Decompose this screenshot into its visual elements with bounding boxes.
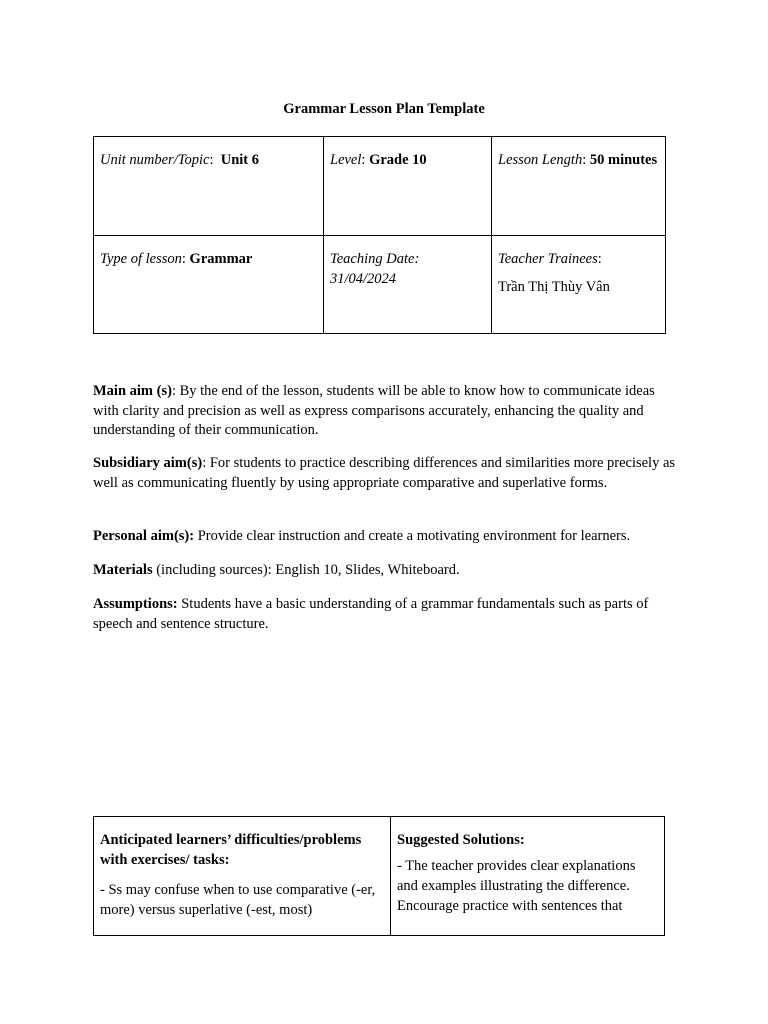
trainees-cell: Teacher Trainees: Trần Thị Thùy Vân [492,236,666,334]
solutions-header: Suggested Solutions: [397,832,525,848]
length-label: Lesson Length [498,152,583,168]
subsidiary-aim: Subsidiary aim(s): For students to practice describing differences and similarities more precisely as well as communicating fluently by using appropriate comparative and superlative forms. [93,455,676,491]
assumptions [93,595,678,634]
subsidiary-aim-label: Subsidiary aim(s) [93,455,203,471]
assumptions-text: Students have a basic understanding of a grammar fundamentals such as parts of speech and sentence structure. [93,596,649,632]
subsidiary-aim-text: For students to practice describing differences and similarities more precisely as well as communicating fluently by using appropriate comparative and superlative forms. [93,455,676,491]
personal-aim-text: Provide clear instruction and create a motivating environment for learners. [197,528,631,544]
solutions-text: - The teacher provides clear explanations and examples illustrating the difference. Encourage practice with sentences that [397,858,636,914]
unit-cell: Unit number/Topic: Unit 6 [94,137,324,236]
type-cell: Type of lesson: Grammar [94,236,324,334]
type-label: Type of lesson [100,251,182,267]
main-aim-label: Main aim (s) [93,383,172,399]
unit-label: Unit number/Topic [100,152,210,168]
page-title: Grammar Lesson Plan Template [283,101,485,117]
trainees-label: Teacher Trainees [498,251,598,267]
date-label: Teaching Date: [330,251,420,267]
level-cell: Level: Grade 10 [324,137,492,236]
solutions-cell [391,817,665,936]
type-value: Grammar [189,251,253,267]
length-cell: Lesson Length: 50 minutes [492,137,666,236]
date-value: 31/04/2024 [330,271,397,287]
unit-value: Unit 6 [220,152,259,168]
length-value: 50 minutes [589,152,658,168]
problems-header: Anticipated learners’ difficulties/problems with exercises/ tasks: [100,832,362,868]
materials [93,561,678,581]
problems-cell [94,817,391,936]
problems-text: - Ss may confuse when to use comparative (-er, more) versus superlative (-est, most) [100,882,376,918]
materials-text: (including sources): English 10, Slides, Whiteboard. [156,562,460,578]
main-aim: Main aim (s): By the end of the lesson, students will be able to know how to communicate ideas with clarity and precision as well as express comparisons accurately, enhancing the quality and understanding of their communication. [93,383,655,438]
level-label: Level [330,152,362,168]
assumptions-label: Assumptions: [93,596,178,612]
personal-aim-label: Personal aim(s): [93,528,195,544]
level-value: Grade 10 [369,152,427,168]
trainees-value: Trần Thị Thùy Vân [498,279,610,295]
personal-aim [93,527,678,547]
materials-label: Materials [93,562,153,578]
date-cell [324,236,492,334]
lesson-info-table [93,136,666,334]
difficulties-table [93,816,665,936]
main-aim-text: By the end of the lesson, students will be able to know how to communicate ideas with clarity and precision as well as express comparisons accurately, enhancing the quality and understanding of their communication. [93,383,655,438]
